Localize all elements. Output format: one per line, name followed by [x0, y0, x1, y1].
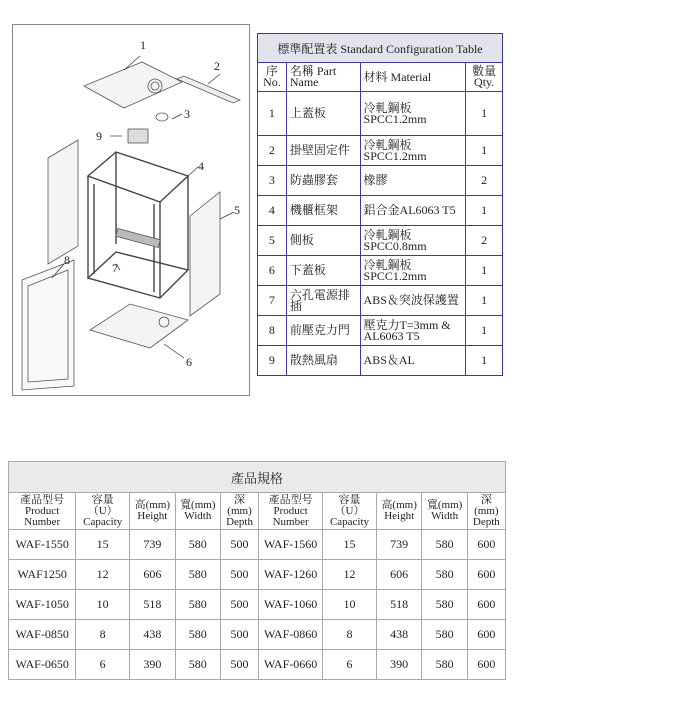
col-header-depth: 深 (mm) Depth [220, 493, 258, 530]
cell-no: 3 [258, 166, 287, 196]
table-cell: 500 [220, 620, 258, 650]
cell-material: ABS＆AL [360, 346, 466, 376]
table-cell: 6 [323, 650, 377, 680]
table-row [9, 650, 506, 680]
table-cell: 10 [323, 590, 377, 620]
table-row [258, 316, 503, 346]
table-cell: WAF-0850 [9, 620, 76, 650]
exploded-view-drawing [12, 24, 250, 396]
table-cell: 500 [220, 530, 258, 560]
col-header-part: 名稱 Part Name [286, 63, 360, 92]
table-cell: 500 [220, 590, 258, 620]
cell-no: 7 [258, 286, 287, 316]
table-cell: WAF1250 [9, 560, 76, 590]
table-cell: 500 [220, 560, 258, 590]
cell-material: 冷軋鋼板 SPCC0.8mm [360, 226, 466, 256]
spec-table-title: 產品規格 [9, 462, 506, 493]
table-cell: 12 [76, 560, 130, 590]
table-cell: 12 [323, 560, 377, 590]
cell-qty: 1 [466, 196, 503, 226]
col-header-width: 寬(mm) Width [175, 493, 220, 530]
table-row [9, 530, 506, 560]
top-cover [84, 62, 182, 108]
col-header-capacity-2: 容量（U） Capacity [323, 493, 377, 530]
table-cell: WAF-1060 [259, 590, 323, 620]
callout-7: 7 [112, 261, 118, 275]
col-header-no: 序 No. [258, 63, 287, 92]
front-acrylic-door [22, 260, 74, 390]
table-cell: WAF-0650 [9, 650, 76, 680]
cell-qty: 1 [466, 346, 503, 376]
table-cell: 580 [422, 530, 467, 560]
table-cell: 8 [323, 620, 377, 650]
callout-2: 2 [214, 59, 220, 73]
cell-part: 側板 [286, 226, 360, 256]
rubber-grommet [156, 113, 168, 121]
table-cell: WAF-1260 [259, 560, 323, 590]
cell-part: 六孔電源排插 [286, 286, 360, 316]
left-side-panel [48, 140, 78, 264]
table-cell: 600 [467, 650, 505, 680]
table-cell: 438 [130, 620, 176, 650]
table-row [258, 166, 503, 196]
table-cell: WAF-0660 [259, 650, 323, 680]
cell-no: 8 [258, 316, 287, 346]
cell-no: 5 [258, 226, 287, 256]
table-row [258, 136, 503, 166]
table-row [258, 346, 503, 376]
table-cell: 600 [467, 590, 505, 620]
col-header-model-2: 產品型号 Product Number [259, 493, 323, 530]
table-cell: 438 [376, 620, 422, 650]
table-cell: 6 [76, 650, 130, 680]
table-row [258, 196, 503, 226]
cell-material: 橡膠 [360, 166, 466, 196]
cell-qty: 1 [466, 286, 503, 316]
table-cell: 580 [422, 590, 467, 620]
cell-material: 冷軋鋼板 SPCC1.2mm [360, 92, 466, 136]
table-row [9, 590, 506, 620]
cell-material: 鋁合金AL6063 T5 [360, 196, 466, 226]
table-row [9, 560, 506, 590]
table-row [258, 92, 503, 136]
cell-part: 散熱風扇 [286, 346, 360, 376]
col-header-model: 產品型号 Product Number [9, 493, 76, 530]
config-table-title: 標準配置表 Standard Configuration Table [258, 34, 503, 63]
cell-part: 前壓克力門 [286, 316, 360, 346]
table-cell: 518 [130, 590, 176, 620]
cell-part: 下蓋板 [286, 256, 360, 286]
cell-no: 4 [258, 196, 287, 226]
col-header-width-2: 寬(mm) Width [422, 493, 467, 530]
cell-part: 掛壁固定件 [286, 136, 360, 166]
table-cell: 500 [220, 650, 258, 680]
cell-qty: 2 [466, 166, 503, 196]
table-row [9, 620, 506, 650]
table-cell: 600 [467, 560, 505, 590]
cell-no: 9 [258, 346, 287, 376]
table-cell: 15 [323, 530, 377, 560]
table-cell: 390 [130, 650, 176, 680]
table-cell: 580 [422, 650, 467, 680]
cell-part: 機櫃框架 [286, 196, 360, 226]
table-cell: 600 [467, 620, 505, 650]
cell-no: 6 [258, 256, 287, 286]
table-cell: 580 [422, 620, 467, 650]
wall-bracket [177, 76, 240, 103]
callout-9: 9 [96, 129, 102, 143]
bottom-cover [90, 304, 188, 348]
cell-part: 防蟲膠套 [286, 166, 360, 196]
callout-3: 3 [184, 107, 190, 121]
table-cell: 15 [76, 530, 130, 560]
col-header-qty: 數量 Qty. [466, 63, 503, 92]
table-cell: 606 [130, 560, 176, 590]
table-cell: 580 [175, 530, 220, 560]
right-side-panel [190, 192, 220, 316]
cooling-fan [128, 129, 148, 143]
cell-no: 2 [258, 136, 287, 166]
col-header-material: 材料 Material [360, 63, 466, 92]
table-cell: 8 [76, 620, 130, 650]
table-cell: WAF-1050 [9, 590, 76, 620]
cell-qty: 1 [466, 92, 503, 136]
table-cell: WAF-0860 [259, 620, 323, 650]
table-cell: WAF-1550 [9, 530, 76, 560]
table-cell: 518 [376, 590, 422, 620]
col-header-depth-2: 深 (mm) Depth [467, 493, 505, 530]
table-cell: 580 [422, 560, 467, 590]
table-cell: 600 [467, 530, 505, 560]
table-cell: 10 [76, 590, 130, 620]
callout-5: 5 [234, 203, 240, 217]
table-cell: 739 [376, 530, 422, 560]
table-cell: 390 [376, 650, 422, 680]
cabinet-frame [88, 152, 188, 298]
cell-no: 1 [258, 92, 287, 136]
product-spec-table [8, 461, 506, 680]
callout-4: 4 [198, 159, 204, 173]
cell-part: 上蓋板 [286, 92, 360, 136]
cell-material: 冷軋鋼板 SPCC1.2mm [360, 136, 466, 166]
col-header-height: 高(mm) Height [130, 493, 176, 530]
table-cell: 580 [175, 560, 220, 590]
cell-material: ABS＆突波保護置 [360, 286, 466, 316]
col-header-height-2: 高(mm) Height [376, 493, 422, 530]
cell-material: 冷軋鋼板 SPCC1.2mm [360, 256, 466, 286]
cell-material: 壓克力T=3mm & AL6063 T5 [360, 316, 466, 346]
callout-8: 8 [64, 253, 70, 267]
table-cell: WAF-1560 [259, 530, 323, 560]
callout-1: 1 [140, 38, 146, 52]
col-header-capacity: 容量（U） Capacity [76, 493, 130, 530]
cell-qty: 2 [466, 226, 503, 256]
table-row [258, 226, 503, 256]
table-cell: 580 [175, 650, 220, 680]
cell-qty: 1 [466, 256, 503, 286]
cabinet-diagram [12, 24, 250, 396]
callout-6: 6 [186, 355, 192, 369]
cell-qty: 1 [466, 316, 503, 346]
table-row [258, 256, 503, 286]
table-row [258, 286, 503, 316]
table-cell: 580 [175, 620, 220, 650]
standard-configuration-table [257, 33, 503, 376]
table-cell: 580 [175, 590, 220, 620]
table-cell: 606 [376, 560, 422, 590]
table-cell: 739 [130, 530, 176, 560]
cell-qty: 1 [466, 136, 503, 166]
